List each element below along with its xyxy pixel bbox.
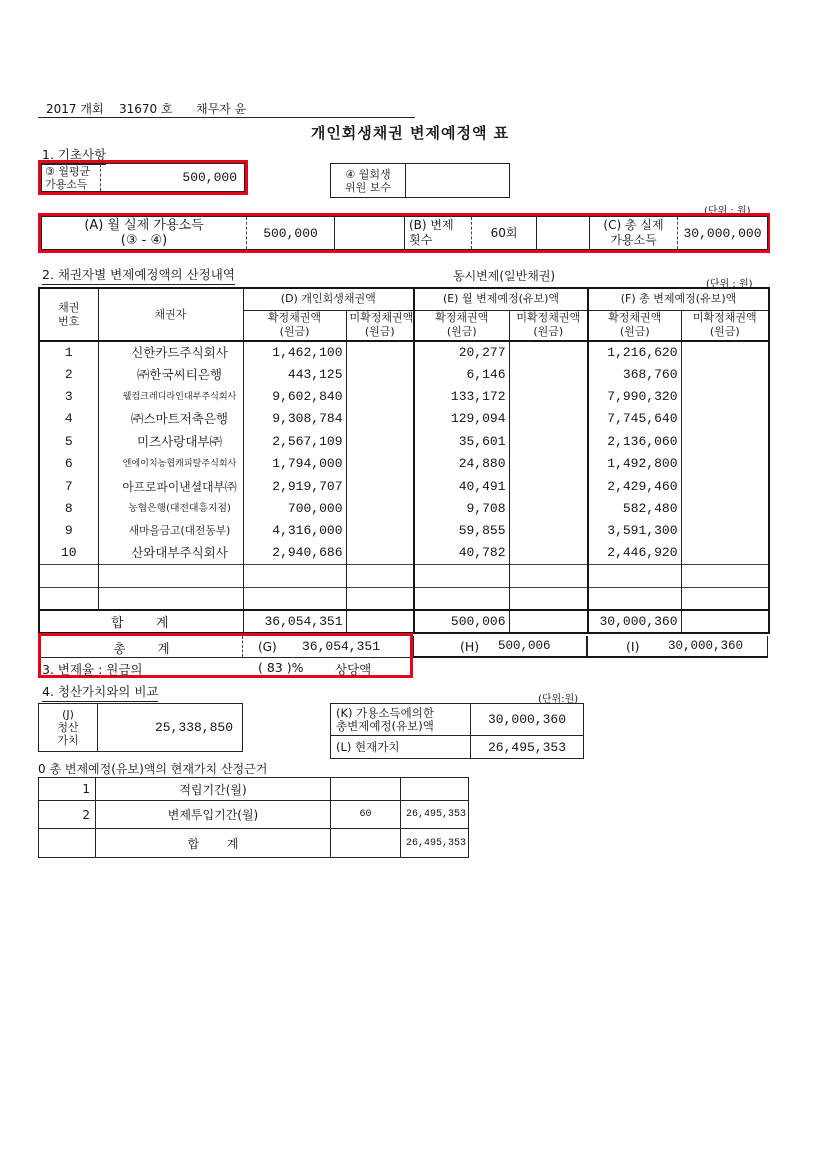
table-header-row <box>39 288 769 310</box>
f-unconfirmed-amount <box>681 431 769 453</box>
table-row <box>39 453 769 475</box>
f-confirmed-amount <box>588 587 681 609</box>
available-income-label-line1: (A) 월 실제 가용소득 <box>84 218 204 233</box>
present-value-label: (L) 현재가치 <box>331 736 471 759</box>
total-f-confirmed: 30,000,360 <box>588 610 681 633</box>
e-confirmed-amount: 133,172 <box>414 386 509 408</box>
f-confirmed-amount: 3,591,300 <box>588 520 681 542</box>
row-months: 60 <box>331 801 401 829</box>
creditor-name: 농협은행(대전대흥지점) <box>98 498 243 520</box>
e-unconfirmed-amount <box>509 475 588 497</box>
principal-label: (원금) <box>364 325 395 339</box>
table-row <box>39 498 769 520</box>
row-number: 1 <box>39 778 96 801</box>
table-row <box>39 431 769 453</box>
creditor-name: 산와대부주식회사 <box>98 543 243 565</box>
income-vs-present-value-table <box>330 703 584 759</box>
repayment-count-label <box>405 217 472 250</box>
repayment-rate-suffix: 상당액 <box>335 662 372 677</box>
row-months <box>331 829 401 858</box>
liquidation-label-line2: 청산 <box>57 721 79 734</box>
section4-unit: (단위:원) <box>538 694 579 705</box>
income-total-label <box>331 704 471 736</box>
grand-total-label: 총 계 <box>113 641 184 656</box>
row-number: 3 <box>39 386 98 408</box>
blank-cell <box>335 217 405 250</box>
commissioner-fee-box <box>330 163 510 198</box>
f-confirmed-amount: 2,429,460 <box>588 475 681 497</box>
table-row <box>39 341 769 363</box>
e-unconfirmed-amount <box>509 565 588 587</box>
e-unconfirmed-amount <box>509 341 588 363</box>
row-number <box>39 565 98 587</box>
i-value: 30,000,360 <box>668 639 744 653</box>
d-unconfirmed-amount <box>346 386 414 408</box>
principal-label: (원금) <box>533 325 564 339</box>
f-unconfirmed-amount <box>681 453 769 475</box>
row-number: 5 <box>39 431 98 453</box>
col-header-f-unconfirmed <box>681 310 769 341</box>
row-number <box>39 587 98 609</box>
f-confirmed-amount: 368,760 <box>588 363 681 385</box>
table-row <box>39 520 769 542</box>
f-confirmed-amount: 2,136,060 <box>588 431 681 453</box>
row-number: 4 <box>39 408 98 430</box>
f-unconfirmed-amount <box>681 520 769 542</box>
present-value-row <box>331 736 584 759</box>
creditor-name <box>98 587 243 609</box>
repayment-rate-value: ( 83 )% <box>258 660 304 675</box>
col-header-d: (D) 개인회생채권액 <box>243 288 414 310</box>
d-unconfirmed-amount <box>346 587 414 609</box>
h-label: (H) <box>460 639 480 654</box>
total-e-confirmed: 500,006 <box>414 610 509 633</box>
present-value-value: 26,495,353 <box>471 736 584 759</box>
table-row-total <box>39 829 469 858</box>
i-total-box <box>587 636 768 658</box>
g-value: 36,054,351 <box>302 639 381 654</box>
e-confirmed-amount: 40,491 <box>414 475 509 497</box>
d-confirmed-amount: 2,567,109 <box>243 431 346 453</box>
present-value-basis-table <box>38 777 469 858</box>
d-confirmed-amount <box>243 587 346 609</box>
section2-subheading: 동시변제(일반채권) <box>453 269 556 283</box>
table-row <box>39 386 769 408</box>
row-number: 2 <box>39 801 96 829</box>
principal-label: (원금) <box>446 325 477 339</box>
col-header-number <box>39 288 98 341</box>
principal-label: (원금) <box>279 325 310 339</box>
f-unconfirmed-amount <box>681 498 769 520</box>
f-confirmed-amount <box>588 565 681 587</box>
income-total-row <box>331 704 584 736</box>
page-title: 개인회생채권 변제예정액 표 <box>310 124 510 142</box>
summary-highlight <box>38 213 770 253</box>
total-d-unconfirmed <box>346 610 414 633</box>
e-confirmed-amount: 35,601 <box>414 431 509 453</box>
repayment-count-value: 60회 <box>472 217 537 250</box>
f-unconfirmed-amount <box>681 475 769 497</box>
f-confirmed-amount: 7,745,640 <box>588 408 681 430</box>
d-confirmed-amount: 9,308,784 <box>243 408 346 430</box>
monthly-income-value: 500,000 <box>182 170 237 185</box>
section5-heading: 0 총 변제예정(유보)액의 현재가치 산정근거 <box>38 762 268 776</box>
unconfirmed-label: 미확정채권액 <box>349 311 414 325</box>
table-row <box>39 801 469 829</box>
f-confirmed-amount: 582,480 <box>588 498 681 520</box>
f-unconfirmed-amount <box>681 587 769 609</box>
total-available-income-label <box>590 217 678 250</box>
e-confirmed-amount <box>414 565 509 587</box>
col-header-d-confirmed <box>243 310 346 341</box>
col-header-e-confirmed <box>414 310 509 341</box>
total-available-income-label-line2: 가용소득 <box>610 233 657 247</box>
e-confirmed-amount: 40,782 <box>414 543 509 565</box>
row-number <box>39 829 96 858</box>
e-confirmed-amount: 129,094 <box>414 408 509 430</box>
unconfirmed-label: 미확정채권액 <box>516 311 581 325</box>
f-confirmed-amount: 1,216,620 <box>588 341 681 363</box>
d-confirmed-amount: 2,919,707 <box>243 475 346 497</box>
g-label: (G) <box>258 640 277 654</box>
grand-total-divider <box>242 636 243 657</box>
d-confirmed-amount: 1,794,000 <box>243 453 346 475</box>
table-row <box>39 543 769 565</box>
d-confirmed-amount: 1,462,100 <box>243 341 346 363</box>
grand-total-rule <box>41 657 410 658</box>
creditor-name: ㈜한국씨티은행 <box>98 363 243 385</box>
f-unconfirmed-amount <box>681 565 769 587</box>
row-label: 합 계 <box>96 829 331 858</box>
blank-row <box>39 565 769 587</box>
e-confirmed-amount: 6,146 <box>414 363 509 385</box>
liquidation-value-box <box>38 703 243 752</box>
total-d-confirmed: 36,054,351 <box>243 610 346 633</box>
total-available-income-label-line1: (C) 총 실제 <box>603 218 664 232</box>
total-f-unconfirmed <box>681 610 769 633</box>
monthly-income-highlight <box>38 160 248 195</box>
total-available-income-value: 30,000,000 <box>678 217 768 250</box>
d-unconfirmed-amount <box>346 565 414 587</box>
col-header-number-line2: 번호 <box>58 314 80 328</box>
commissioner-fee-label <box>331 164 406 197</box>
repayment-rate-prefix: 3. 변제율 : 원금의 <box>42 662 143 677</box>
repayment-count-label-line1: (B) 변제 <box>409 218 454 232</box>
creditor-name: ㈜스마트저축은행 <box>98 408 243 430</box>
row-label: 적립기간(월) <box>96 778 331 801</box>
e-unconfirmed-amount <box>509 520 588 542</box>
table-row <box>39 363 769 385</box>
creditor-name: 미즈사랑대부㈜ <box>98 431 243 453</box>
commissioner-fee-value <box>406 164 509 197</box>
header-rule <box>38 117 415 118</box>
d-unconfirmed-amount <box>346 363 414 385</box>
commissioner-fee-label-line2: 위원 보수 <box>344 180 391 194</box>
creditor-name: 신한카드주식회사 <box>98 341 243 363</box>
table-row <box>39 778 469 801</box>
monthly-income-label-line1: ③ 월평균 <box>45 164 91 178</box>
e-unconfirmed-amount <box>509 543 588 565</box>
d-unconfirmed-amount <box>346 453 414 475</box>
f-unconfirmed-amount <box>681 341 769 363</box>
e-confirmed-amount: 20,277 <box>414 341 509 363</box>
i-label: (I) <box>626 639 640 654</box>
d-unconfirmed-amount <box>346 341 414 363</box>
e-confirmed-amount: 9,708 <box>414 498 509 520</box>
col-header-f-confirmed <box>588 310 681 341</box>
f-unconfirmed-amount <box>681 543 769 565</box>
section1-unit: (단위 : 원) <box>704 206 751 217</box>
section1-heading: 1. 기초사항 <box>42 145 106 165</box>
section2-unit: (단위 : 원) <box>706 279 753 290</box>
commissioner-fee-label-line1: ④ 월회생 <box>345 167 391 181</box>
d-unconfirmed-amount <box>346 543 414 565</box>
blank-row <box>39 587 769 609</box>
section4-heading: 4. 청산가치와의 비교 <box>42 682 158 702</box>
d-confirmed-amount: 443,125 <box>243 363 346 385</box>
f-unconfirmed-amount <box>681 408 769 430</box>
liquidation-label-line1: (J) <box>62 708 74 721</box>
available-income-label-line2: (③ - ④) <box>120 233 168 248</box>
row-number: 2 <box>39 363 98 385</box>
h-value: 500,006 <box>498 639 551 653</box>
table-row <box>39 475 769 497</box>
case-court: 2017 개회 <box>46 102 104 116</box>
d-confirmed-amount: 2,940,686 <box>243 543 346 565</box>
row-number: 10 <box>39 543 98 565</box>
row-number: 6 <box>39 453 98 475</box>
col-header-f: (F) 총 변제예정(유보)액 <box>588 288 769 310</box>
table-row <box>39 408 769 430</box>
col-header-d-unconfirmed <box>346 310 414 341</box>
d-unconfirmed-amount <box>346 408 414 430</box>
income-total-value: 30,000,360 <box>471 704 584 736</box>
summary-row <box>42 217 768 250</box>
row-number: 1 <box>39 341 98 363</box>
monthly-income-label <box>42 164 101 191</box>
e-unconfirmed-amount <box>509 408 588 430</box>
case-line <box>0 100 420 116</box>
liquidation-value: 25,338,850 <box>154 720 233 735</box>
e-confirmed-amount: 59,855 <box>414 520 509 542</box>
blank-cell <box>537 217 590 250</box>
col-header-creditor: 채권자 <box>98 288 243 341</box>
confirmed-label: 확정채권액 <box>435 311 489 325</box>
row-value: 26,495,353 <box>401 829 469 858</box>
available-income-label <box>42 217 247 250</box>
e-confirmed-amount <box>414 587 509 609</box>
creditor-table <box>38 287 770 634</box>
liquidation-label-line3: 가치 <box>57 734 79 747</box>
row-months <box>331 778 401 801</box>
row-value <box>401 778 469 801</box>
d-unconfirmed-amount <box>346 520 414 542</box>
income-total-label-line2: 총변제예정(유보)액 <box>336 718 434 733</box>
section2-heading: 2. 채권자별 변제예정액의 산정내역 <box>42 265 235 285</box>
monthly-income-label-line2: 가용소득 <box>45 177 88 191</box>
d-unconfirmed-amount <box>346 431 414 453</box>
summary-table <box>41 216 768 250</box>
d-unconfirmed-amount <box>346 475 414 497</box>
e-unconfirmed-amount <box>509 453 588 475</box>
case-number: 31670 호 <box>119 102 173 116</box>
e-unconfirmed-amount <box>509 587 588 609</box>
col-header-e: (E) 월 변제예정(유보)액 <box>414 288 588 310</box>
col-header-number-line1: 채권 <box>58 300 80 314</box>
principal-label: (원금) <box>619 325 650 339</box>
d-confirmed-amount: 9,602,840 <box>243 386 346 408</box>
commissioner-fee-frame <box>330 163 510 198</box>
d-confirmed-amount: 4,316,000 <box>243 520 346 542</box>
e-unconfirmed-amount <box>509 498 588 520</box>
monthly-income-box <box>41 163 245 192</box>
col-header-e-unconfirmed <box>509 310 588 341</box>
grand-total-highlight <box>38 633 413 678</box>
unconfirmed-label: 미확정채권액 <box>692 311 757 325</box>
d-confirmed-amount <box>243 565 346 587</box>
row-number: 9 <box>39 520 98 542</box>
f-unconfirmed-amount <box>681 363 769 385</box>
f-confirmed-amount: 7,990,320 <box>588 386 681 408</box>
creditor-name: 웰컴크레디라인대부주식회사 <box>98 386 243 408</box>
debtor-name: 채무자 윤 <box>196 102 247 116</box>
total-row <box>39 610 769 633</box>
row-value: 26,495,353 <box>401 801 469 829</box>
creditor-name: 새마을금고(대전동부) <box>98 520 243 542</box>
d-confirmed-amount: 700,000 <box>243 498 346 520</box>
liquidation-value-label <box>39 704 98 751</box>
confirmed-label: 확정채권액 <box>608 311 662 325</box>
creditor-name: 엔에이치농협캐피탈주식회사 <box>98 453 243 475</box>
d-unconfirmed-amount <box>346 498 414 520</box>
e-unconfirmed-amount <box>509 386 588 408</box>
f-confirmed-amount: 2,446,920 <box>588 543 681 565</box>
h-total-box <box>413 636 587 658</box>
f-unconfirmed-amount <box>681 386 769 408</box>
e-unconfirmed-amount <box>509 431 588 453</box>
repayment-count-label-line2: 횟수 <box>409 233 433 247</box>
row-number: 7 <box>39 475 98 497</box>
creditor-name <box>98 565 243 587</box>
creditor-name: 아프로파이낸셜대부㈜ <box>98 475 243 497</box>
e-confirmed-amount: 24,880 <box>414 453 509 475</box>
total-e-unconfirmed <box>509 610 588 633</box>
total-label: 합 계 <box>39 610 243 633</box>
income-total-label-line1: (K) 가용소득에의한 <box>336 705 434 720</box>
available-income-value: 500,000 <box>247 217 335 250</box>
row-label: 변제투입기간(월) <box>96 801 331 829</box>
e-unconfirmed-amount <box>509 363 588 385</box>
row-number: 8 <box>39 498 98 520</box>
f-confirmed-amount: 1,492,800 <box>588 453 681 475</box>
creditor-rows <box>39 341 769 610</box>
principal-label: (원금) <box>709 325 740 339</box>
confirmed-label: 확정채권액 <box>267 311 322 325</box>
